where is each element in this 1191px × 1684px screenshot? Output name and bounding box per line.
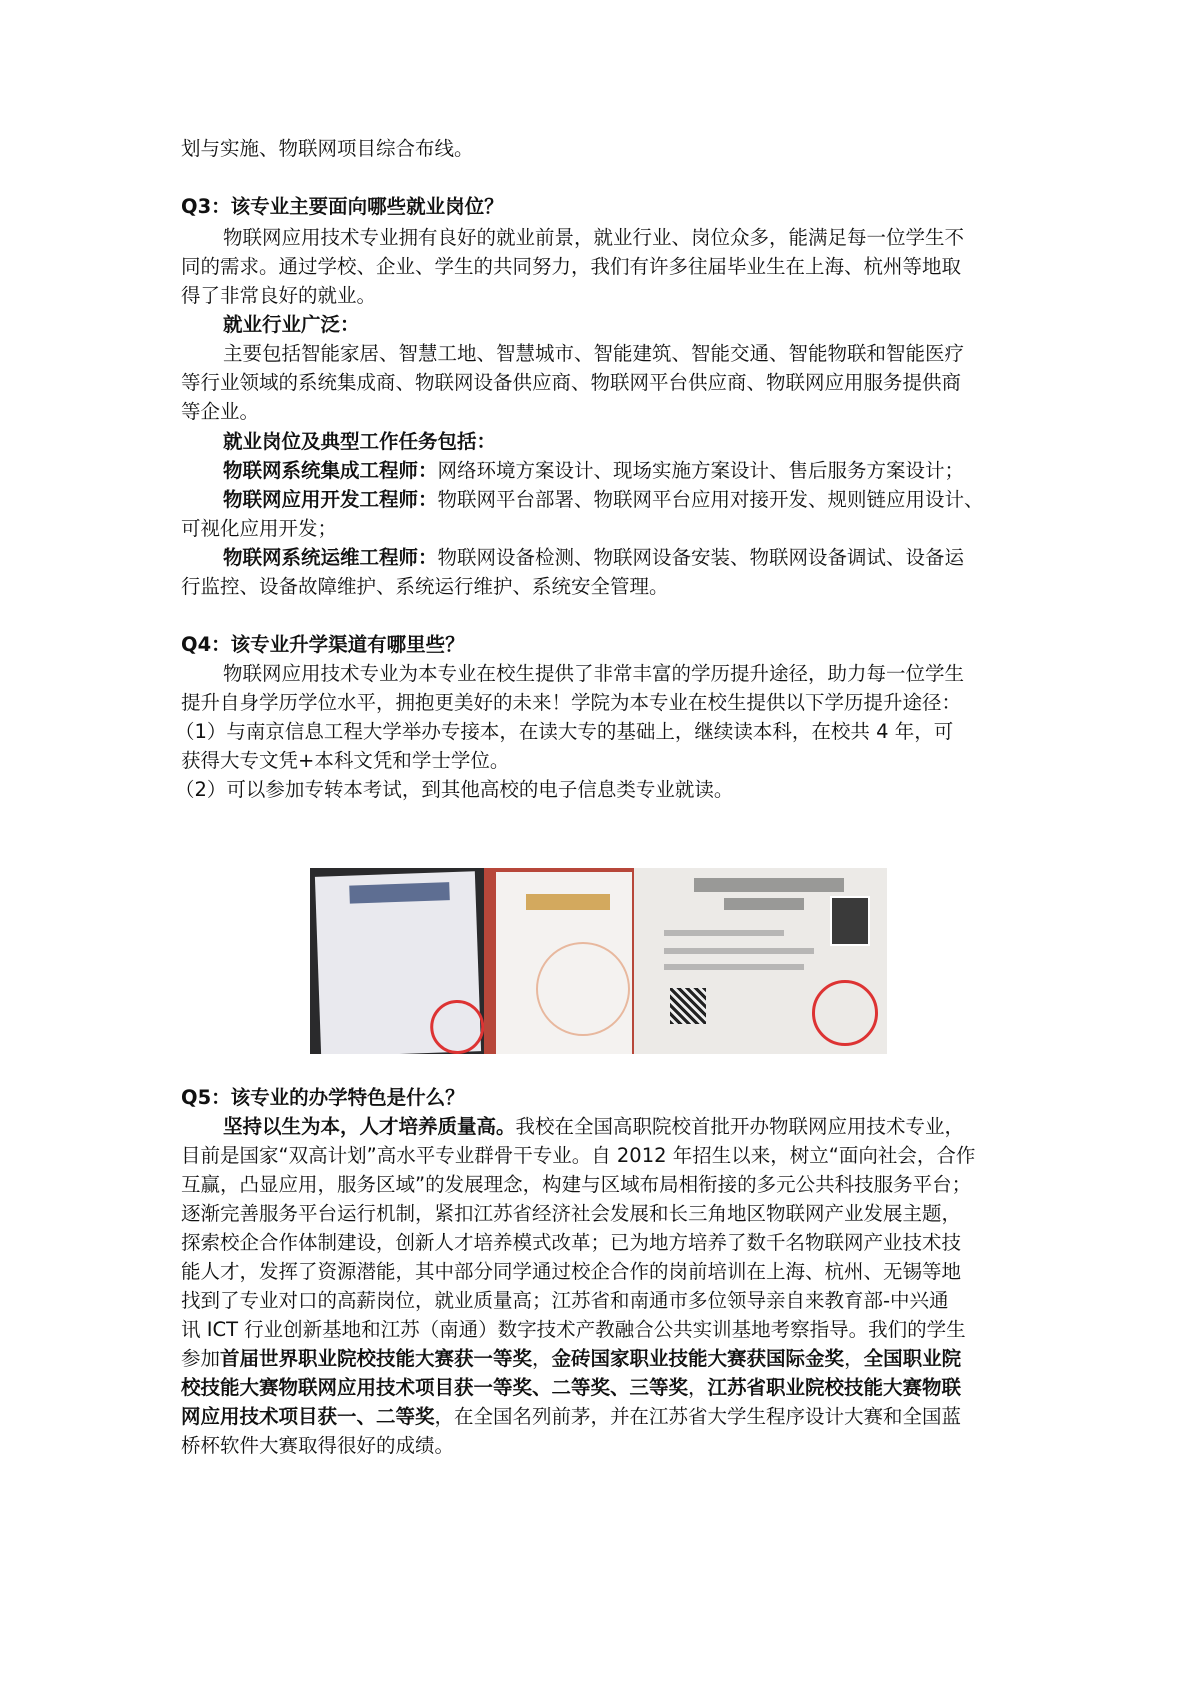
job-tasks-cont: 可视化应用开发； [181,517,338,540]
admission-letters-photo [310,868,887,1054]
q5-line: 逐渐完善服务平台运行机制，紧扣江苏省经济社会发展和长三角地区物联网产业发展主题， [181,1202,962,1225]
q5-line [181,1374,961,1402]
q5-line: 能人才，发挥了资源潜能，其中部分同学通过校企合作的岗前培训在上海、杭州、无锡等地 [181,1260,962,1283]
award-text: 江苏省职业院校技能大赛物联 [707,1376,962,1399]
pathway-item-cont: 获得大专文凭+本科文凭和学士学位。 [181,749,510,772]
q5-line: 互赢，凸显应用，服务区域”的发展理念，构建与区域布局相衔接的多元公共科技服务平台； [181,1173,972,1196]
q5-line [181,1403,961,1431]
job-item [223,457,964,485]
separator: ， [532,1347,552,1370]
q4-heading: Q4：该专业升学渠道有哪里些？ [181,633,465,656]
separator: ， [844,1347,864,1370]
q5-line: 讯 ICT 行业创新基地和江苏（南通）数字技术产教融合公共实训基地考察指导。我们的学生 [181,1318,966,1341]
award-text: 首届世界职业院校技能大赛获一等奖 [220,1347,533,1370]
industry-line: 等企业。 [181,400,260,423]
award-text: 金砖国家职业技能大赛获国际金奖 [551,1347,845,1370]
job-item [223,544,964,572]
industry-line: 等行业领域的系统集成商、物联网设备供应商、物联网平台供应商、物联网应用服务提供商 [181,371,962,394]
award-text: 全国职业院 [863,1347,962,1370]
q4-intro-line: 物联网应用技术专业为本专业在校生提供了非常丰富的学历提升途径，助力每一位学生 [223,662,965,685]
q5-line [223,1113,964,1141]
q3-intro-line: 得了非常良好的就业。 [181,284,377,307]
job-title: 物联网应用开发工程师： [223,488,438,511]
q5-line: 桥杯软件大赛取得很好的成绩。 [181,1434,455,1457]
q4-intro-line: 提升自身学历学位水平，拥抱更美好的未来！学院为本专业在校生提供以下学历提升途径： [181,691,962,714]
closing-text: ，在全国名列前茅，并在江苏省大学生程序设计大赛和全国蓝 [434,1405,962,1428]
job-tasks: 物联网设备检测、物联网设备安装、物联网设备调试、设备运 [437,546,965,569]
award-text: 校技能大赛物联网应用技术项目获一等奖、二等奖、三等奖 [181,1376,689,1399]
admission-letter-image [484,868,634,1054]
job-tasks: 物联网平台部署、物联网平台应用对接开发、规则链应用设计、 [437,488,984,511]
paragraph-fragment: 划与实施、物联网项目综合布线。 [181,137,474,160]
job-tasks-cont: 行监控、设备故障维护、系统运行维护、系统安全管理。 [181,575,669,598]
pathway-item: （1）与南京信息工程大学举办专接本，在读大专的基础上，继续读本科，在校共 4 年，可 [175,720,954,743]
q5-lead-text: 我校在全国高职院校首批开办物联网应用技术专业， [515,1115,965,1138]
separator: ， [688,1376,708,1399]
admission-letter-image [310,868,484,1054]
q5-line: 探索校企合作体制建设，创新人才培养模式改革；已为地方培养了数千名物联网产业技术技 [181,1231,962,1254]
q5-lead-bold: 坚持以生为本，人才培养质量高。 [223,1115,516,1138]
q5-line [181,1345,961,1373]
job-title: 物联网系统集成工程师： [223,459,438,482]
award-prefix: 参加 [181,1347,221,1370]
job-title: 物联网系统运维工程师： [223,546,438,569]
award-text: 网应用技术项目获一、二等奖 [181,1405,435,1428]
q5-line: 目前是国家“双高计划”高水平专业群骨干专业。自 2012 年招生以来，树立“面向社会，合作 [181,1144,976,1167]
q3-intro-line: 同的需求。通过学校、企业、学生的共同努力，我们有许多往届毕业生在上海、杭州等地取 [181,255,962,278]
industry-heading: 就业行业广泛： [223,313,360,336]
admission-letter-image [634,868,887,1054]
jobs-heading: 就业岗位及典型工作任务包括： [223,430,497,453]
job-item [223,486,984,514]
q5-line: 找到了专业对口的高薪岗位，就业质量高；江苏省和南通市多位领导亲自来教育部-中兴通 [181,1289,949,1312]
q5-heading: Q5：该专业的办学特色是什么？ [181,1086,465,1109]
q3-intro-line: 物联网应用技术专业拥有良好的就业前景，就业行业、岗位众多，能满足每一位学生不 [223,226,965,249]
industry-line: 主要包括智能家居、智慧工地、智慧城市、智能建筑、智能交通、智能物联和智能医疗 [223,342,965,365]
pathway-item: （2）可以参加专转本考试，到其他高校的电子信息类专业就读。 [175,778,734,801]
q3-heading: Q3：该专业主要面向哪些就业岗位？ [181,195,504,218]
job-tasks: 网络环境方案设计、现场实施方案设计、售后服务方案设计； [437,459,965,482]
